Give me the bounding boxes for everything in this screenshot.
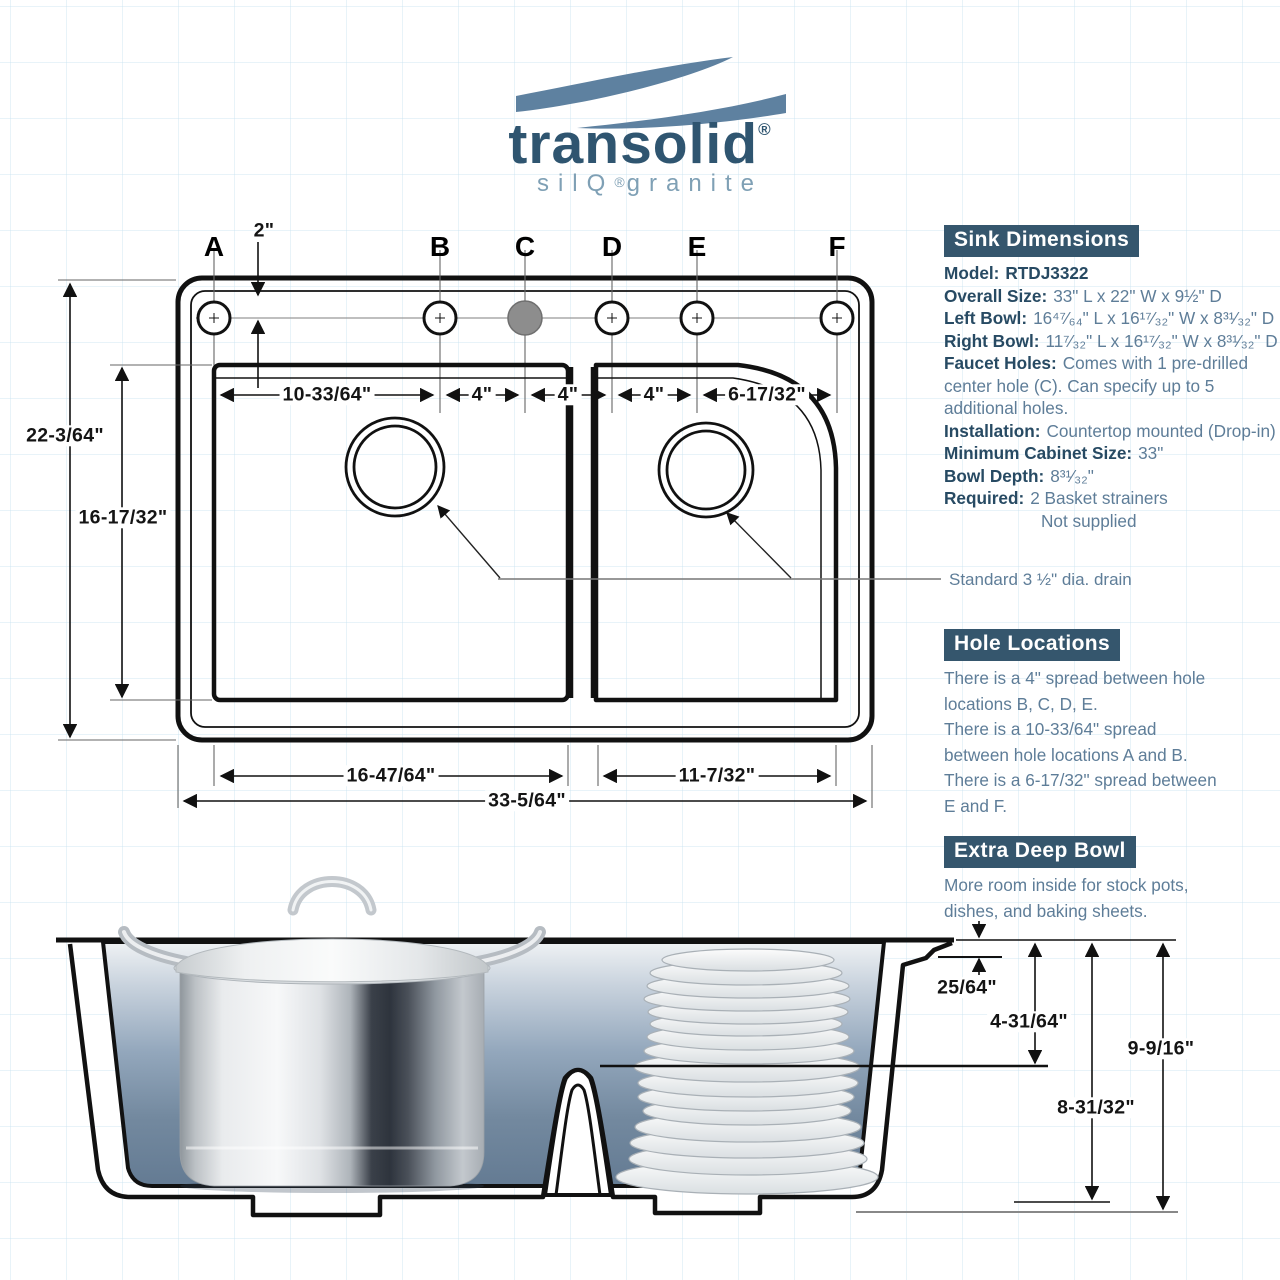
plates-illustration — [616, 949, 878, 1194]
dim-top-offset: 2" — [253, 219, 275, 242]
extra-deep-bowl-title: Extra Deep Bowl — [944, 836, 1136, 868]
logo-brand-name: transolid — [508, 112, 759, 176]
spec-row-min-cabinet: Minimum Cabinet Size: 33" — [944, 443, 1164, 463]
hole-locations-body: There is a 4" spread between hole locations B, C, D, E. There is a 10-33/64" spread between hole locations A and B. There is a 6-17/32" spread between E and F. — [944, 668, 1217, 816]
spec-row-installation: Installation: Countertop mounted (Drop-in) — [944, 420, 1276, 441]
spec-row-required: Required: 2 Basket strainers Not supplied — [944, 488, 1168, 531]
spec-row-model: Model: RTDJ3322 — [944, 263, 1089, 283]
dim-bowl-width: 16-17/32" — [76, 507, 171, 528]
dim-rim-ledge: 25/64" — [934, 977, 1000, 998]
extra-deep-bowl-body: More room inside for stock pots, dishes, and baking sheets. — [944, 875, 1189, 921]
dim-c-d: 4" — [555, 384, 582, 405]
spec-row-right-bowl: Right Bowl: 11⁷⁄₃₂" L x 16¹⁷⁄₃₂" W x 8³¹⁄₃₂" D — [944, 330, 1278, 351]
drain-note: Standard 3 ½" dia. drain — [949, 570, 1132, 589]
dim-overall-depth: 9-9/16" — [1125, 1038, 1198, 1059]
dim-bowl-depth: 8-31/32" — [1054, 1097, 1138, 1118]
hole-label-d: D — [601, 231, 623, 262]
dim-left-bowl-length: 16-47/64" — [344, 765, 439, 786]
hole-c-predrilled — [508, 301, 542, 335]
dim-b-c: 4" — [469, 384, 496, 405]
right-drain — [659, 423, 753, 517]
logo-brand — [508, 112, 772, 176]
top-view-diagram — [58, 242, 941, 808]
spec-row-left-bowl: Left Bowl: 16⁴⁷⁄₆₄" L x 16¹⁷⁄₃₂" W x 8³¹⁄₃₂" D — [944, 308, 1275, 328]
left-drain — [346, 418, 444, 516]
sink-dimensions-title: Sink Dimensions — [944, 225, 1139, 257]
dim-e-f: 6-17/32" — [725, 384, 809, 405]
registered-mark: ® — [758, 120, 772, 139]
spec-row-faucet-holes: Faucet Holes: Comes with 1 pre-drilled center hole (C). Can specify up to 5 additional holes. — [944, 353, 1249, 418]
stock-pot-illustration — [124, 882, 540, 1194]
spec-row-bowl-depth: Bowl Depth: 8³¹⁄₃₂" — [944, 465, 1094, 486]
hole-locations-title: Hole Locations — [944, 629, 1120, 661]
spec-row-overall-size: Overall Size: 33" L x 22" W x 9½" D — [944, 285, 1222, 306]
pot-lid-handle — [293, 882, 371, 911]
sink-dimensions-body — [944, 262, 1278, 532]
hole-label-f: F — [828, 231, 846, 262]
dim-overall-width: 22-3/64" — [23, 425, 107, 446]
dim-ledge-depth: 4-31/64" — [987, 1011, 1071, 1032]
hole-label-c: C — [514, 231, 536, 262]
hole-label-b: B — [429, 231, 451, 262]
dim-d-e: 4" — [641, 384, 668, 405]
dim-overall-length: 33-5/64" — [485, 790, 569, 811]
dim-a-b: 10-33/64" — [280, 384, 375, 405]
cross-section-diagram — [56, 882, 1178, 1216]
hole-label-e: E — [687, 231, 707, 262]
right-bowl-outline — [596, 365, 836, 700]
dim-right-bowl-length: 11-7/32" — [676, 765, 759, 786]
logo-tagline: silQ®granite — [536, 170, 764, 197]
hole-label-a: A — [203, 231, 225, 262]
registered-mark: ® — [614, 174, 627, 190]
left-bowl-outline — [214, 365, 568, 700]
